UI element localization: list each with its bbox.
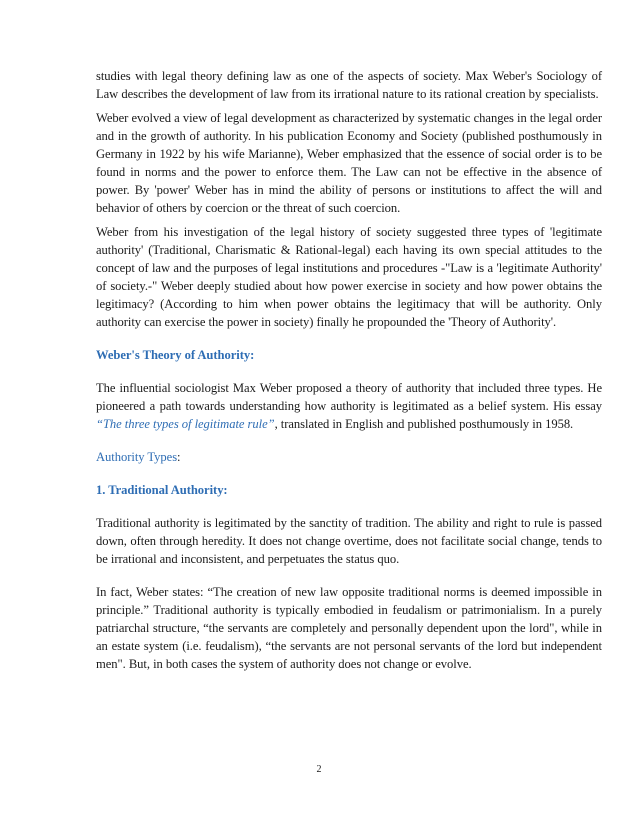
paragraph-theory-text-end: , translated in English and published posthumously in 1958. xyxy=(274,417,574,431)
heading-authority-types-text: Authority Types xyxy=(96,450,178,464)
heading-authority-types xyxy=(96,448,602,466)
paragraph-theory-text-start: The influential sociologist Max Weber proposed a theory of authority that included three types. He pioneered a path towards understanding how authority is legitimated as a belief system. His essay xyxy=(96,381,602,413)
paragraph-legitimate-authority: Weber from his investigation of the legal history of society suggested three types of 'legitimate authority' (Traditional, Charismatic & Rational-legal) each having its own special attitudes to the concept of law and the purposes of legal institutions and procedures -"Law is a 'legitimate Authority' of society.-" Weber deeply studied about how power exercise in society and how power obtains the legitimacy? (According to him when power obtains the legitimacy that will be authority. Only authority can exercise the power in society) finally he propounded the 'Theory of Authority'. xyxy=(96,225,602,329)
essay-title: “The three types of legitimate rule” xyxy=(96,417,275,431)
page-number: 2 xyxy=(316,764,322,775)
heading-authority-types-colon: : xyxy=(177,450,181,464)
paragraph-theory-overview xyxy=(96,379,602,433)
paragraph-traditional-definition: Traditional authority is legitimated by the sanctity of tradition. The ability and right to rule is passed down, often through heredity. It does not change overtime, does not facilitate social change, tends to be irrational and inconsistent, and perpetuates the status quo. xyxy=(96,516,602,566)
paragraph-legal-development: Weber evolved a view of legal development as characterized by systematic changes in the legal order and in the growth of authority. In his publication Economy and Society (published posthumously in Germany in 1922 by his wife Marianne), Weber emphasized that the essence of social order is to be found in norms and the power to enforce them. The Law can not be effective in the absence of power. By 'power' Weber has in mind the ability of persons or institutions to affect the will and behavior of others by coercion or the threat of such coercion. xyxy=(96,111,602,215)
paragraph-traditional-examples: In fact, Weber states: “The creation of new law opposite traditional norms is deemed impossible in principle.” Traditional authority is typically embodied in feudalism or patrimonialism. In a purely patriarchal structure, “the servants are completely and personally dependent upon the lord", while in an estate system (i.e. feudalism), “the servants are not personal servants of the lord but independent men". But, in both cases the system of authority does not change or evolve. xyxy=(96,585,602,671)
paragraph-intro-continued: studies with legal theory defining law as one of the aspects of society. Max Weber's Sociology of Law describes the development of law from its irrational nature to its rational creation by specialists. xyxy=(96,69,602,101)
heading-traditional-authority: 1. Traditional Authority: xyxy=(96,483,228,497)
document-page xyxy=(96,67,602,679)
heading-theory-of-authority: Weber's Theory of Authority: xyxy=(96,348,255,362)
